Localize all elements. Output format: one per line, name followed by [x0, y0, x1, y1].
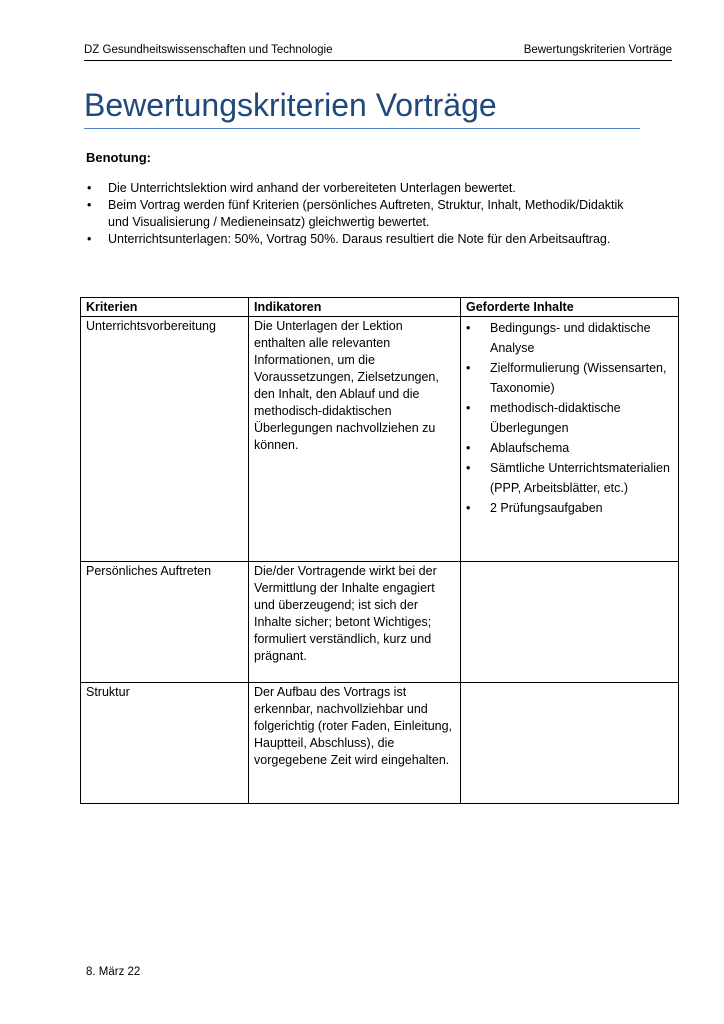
bullet-icon: • [87, 232, 92, 246]
contents-cell [461, 683, 679, 804]
list-item [466, 438, 673, 458]
indicator-cell: Die/der Vortragende wirkt bei der Vermittlung der Inhalte engagiert und überzeugend; ist sich der Inhalte sicher; betont Wichtiges; formuliert verständlich, kurz und prägnant. [249, 562, 461, 683]
criterion-cell: Unterrichtsvorbereitung [81, 317, 249, 562]
table-row [81, 562, 679, 683]
list-item-text: Bedingungs- und didaktische Analyse [490, 321, 651, 355]
bullet-icon: • [87, 181, 92, 195]
bullet-icon: • [466, 321, 471, 335]
list-item-text: Die Unterrichtslektion wird anhand der vorbereiteten Unterlagen bewertet. [108, 181, 516, 195]
indicator-cell: Der Aufbau des Vortrags ist erkennbar, nachvollziehbar und folgerichtig (roter Faden, Einleitung, Hauptteil, Abschluss), die vorgegebene Zeit wird eingehalten. [249, 683, 461, 804]
bullet-icon: • [466, 461, 471, 475]
bullet-icon: • [466, 401, 471, 415]
header-institution: DZ Gesundheitswissenschaften und Technologie [84, 44, 333, 56]
bullet-icon: • [87, 198, 92, 212]
column-header-indicators: Indikatoren [249, 298, 461, 317]
table-header-row [81, 298, 679, 317]
table-row [81, 683, 679, 804]
list-item-text: Beim Vortrag werden fünf Kriterien (persönliches Auftreten, Struktur, Inhalt, Methodik/Didaktik und Visualisierung / Medieneinsatz) gleichwertig bewertet. [108, 198, 624, 229]
grading-list [86, 180, 646, 248]
list-item [466, 358, 673, 398]
table-row [81, 317, 679, 562]
page-title: Bewertungskriterien Vorträge [84, 86, 640, 129]
indicator-cell: Die Unterlagen der Lektion enthalten alle relevanten Informationen, um die Voraussetzungen, Zielsetzungen, den Inhalt, den Ablauf und die methodisch-didaktischen Überlegungen nachvollziehen zu können. [249, 317, 461, 562]
column-header-criteria: Kriterien [81, 298, 249, 317]
list-item-text: Unterrichtsunterlagen: 50%, Vortrag 50%. Daraus resultiert die Note für den Arbeitsauftrag. [108, 232, 611, 246]
criteria-table [80, 297, 679, 804]
list-item [466, 318, 673, 358]
column-header-required-contents: Geforderte Inhalte [461, 298, 679, 317]
list-item-text: methodisch-didaktische Überlegungen [490, 401, 621, 435]
list-item [86, 197, 646, 231]
header-document-title: Bewertungskriterien Vorträge [523, 44, 672, 56]
list-item [466, 398, 673, 438]
criterion-cell: Struktur [81, 683, 249, 804]
criterion-cell: Persönliches Auftreten [81, 562, 249, 683]
list-item-text: Ablaufschema [490, 441, 570, 455]
list-item-text: Sämtliche Unterrichtsmaterialien (PPP, Arbeitsblätter, etc.) [490, 461, 670, 495]
list-item [466, 458, 673, 498]
contents-cell [461, 317, 679, 562]
list-item [86, 180, 646, 197]
list-item [86, 231, 646, 248]
list-item-text: 2 Prüfungsaufgaben [490, 501, 603, 515]
required-contents-list [466, 318, 673, 518]
contents-cell [461, 562, 679, 683]
page-header [84, 44, 672, 61]
bullet-icon: • [466, 441, 471, 455]
bullet-icon: • [466, 361, 471, 375]
page-footer-date: 8. März 22 [86, 966, 141, 978]
list-item [466, 498, 673, 518]
grading-heading: Benotung: [86, 150, 151, 165]
list-item-text: Zielformulierung (Wissensarten, Taxonomie) [490, 361, 667, 395]
bullet-icon: • [466, 501, 471, 515]
